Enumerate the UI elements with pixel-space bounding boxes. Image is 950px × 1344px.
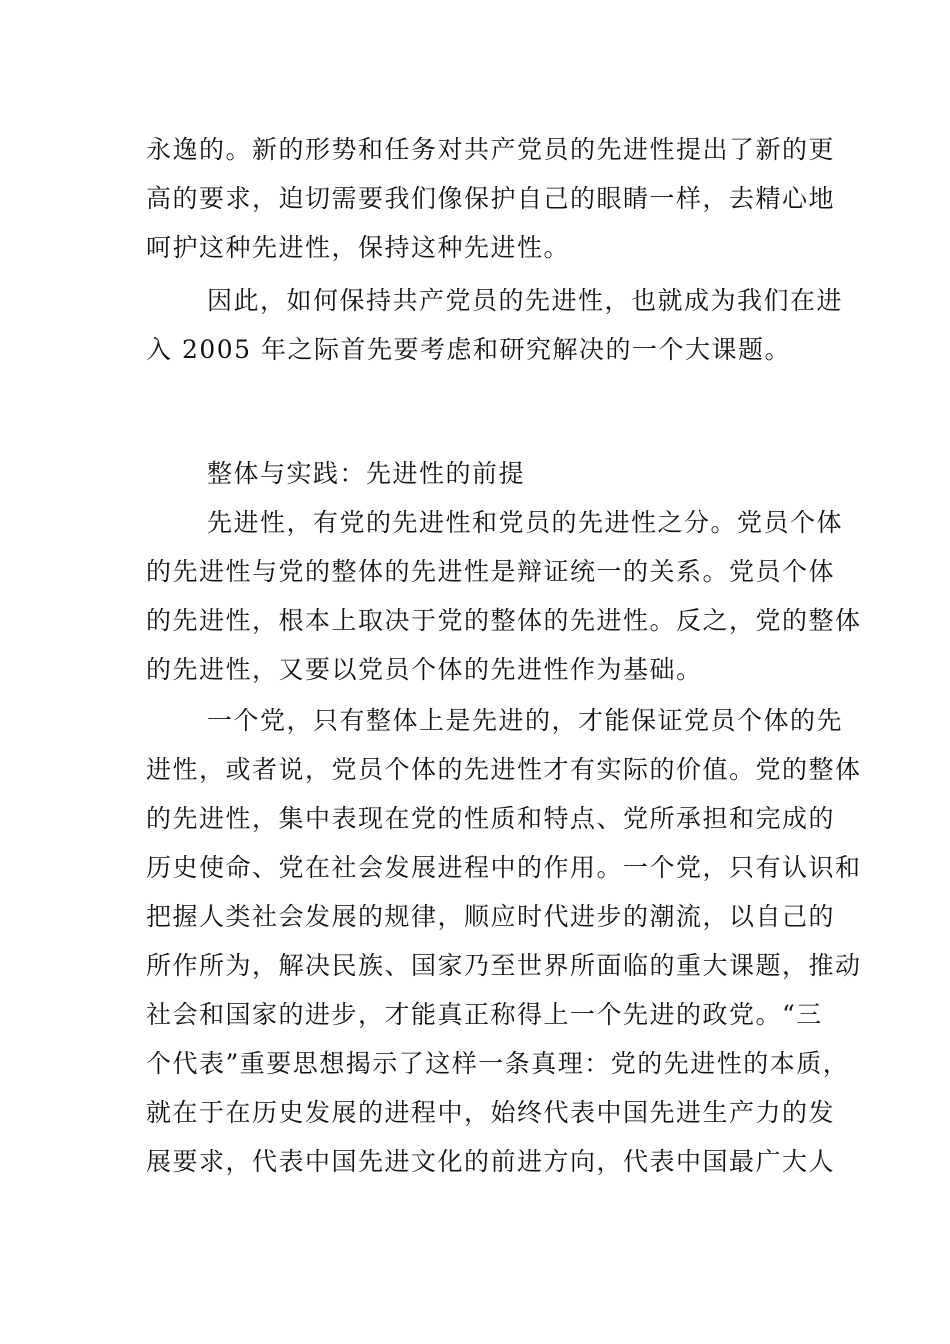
paragraph-3-line-1: 先进性，有党的先进性和党员的先进性之分。党员个体: [207, 508, 844, 537]
paragraph-1-line-1: 永逸的。新的形势和任务对共产党员的先进性提出了新的更: [146, 135, 836, 164]
paragraph-4-line-10: 展要求，代表中国先进文化的前进方向，代表中国最广大人: [146, 1147, 836, 1176]
paragraph-4-line-9: 就在于在历史发展的进程中，始终代表中国先进生产力的发: [146, 1098, 836, 1127]
paragraph-3-line-3: 的先进性，根本上取决于党的整体的先进性。反之，党的整体: [146, 606, 862, 635]
paragraph-3-line-4: 的先进性，又要以党员个体的先进性作为基础。: [146, 655, 703, 684]
paragraph-4-line-6: 所作所为，解决民族、国家乃至世界所面临的重大课题，推动: [146, 951, 862, 980]
paragraph-2-line-1: 因此，如何保持共产党员的先进性，也就成为我们在进: [207, 286, 844, 315]
paragraph-4-line-3: 的先进性，集中表现在党的性质和特点、党所承担和完成的: [146, 804, 836, 833]
paragraph-1-line-3: 呵护这种先进性，保持这种先进性。: [146, 233, 571, 262]
paragraph-4-line-1: 一个党，只有整体上是先进的，才能保证党员个体的先: [207, 706, 844, 735]
paragraph-4-line-4: 历史使命、党在社会发展进程中的作用。一个党，只有认识和: [146, 853, 862, 882]
paragraph-4-line-5: 把握人类社会发展的规律，顺应时代进步的潮流，以自己的: [146, 902, 836, 931]
paragraph-2-line-2: 入 2005 年之际首先要考虑和研究解决的一个大课题。: [146, 335, 792, 364]
section-heading: 整体与实践：先进性的前提: [207, 459, 526, 488]
paragraph-1-line-2: 高的要求，迫切需要我们像保护自己的眼睛一样，去精心地: [146, 184, 836, 213]
paragraph-4-line-7: 社会和国家的进步，才能真正称得上一个先进的政党。“三: [146, 1000, 823, 1029]
paragraph-3-line-2: 的先进性与党的整体的先进性是辩证统一的关系。党员个体: [146, 557, 836, 586]
paragraph-4-line-8: 个代表”重要思想揭示了这样一条真理：党的先进性的本质，: [146, 1049, 850, 1078]
paragraph-4-line-2: 进性，或者说，党员个体的先进性才有实际的价值。党的整体: [146, 755, 862, 784]
